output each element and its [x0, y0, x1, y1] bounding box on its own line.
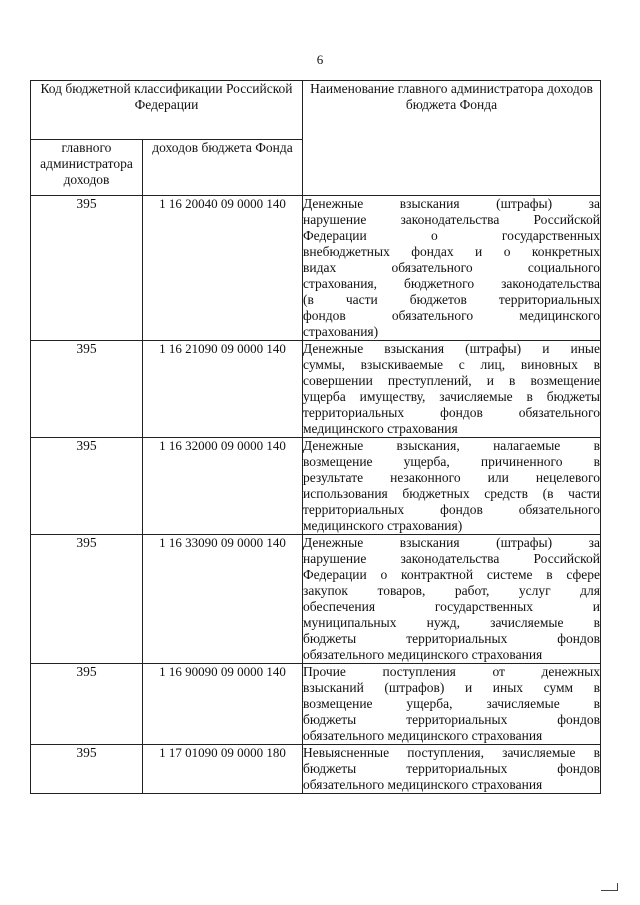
description-line: Невыясненные поступления, зачисляемые в	[303, 745, 600, 760]
description-line: нарушение законодательства Российской	[303, 551, 600, 566]
income-code-cell: 1 16 21090 09 0000 140	[143, 341, 303, 438]
table-row	[31, 341, 601, 438]
description-line: обязательного медицинского страхования	[303, 647, 543, 662]
corner-mark	[601, 883, 618, 891]
description-line: обязательного медицинского страхования	[303, 728, 543, 743]
description-line: Прочие поступления от денежных	[303, 664, 600, 679]
description-line: (в части бюджетов территориальных	[303, 292, 600, 307]
table-row	[31, 438, 601, 535]
admin-code-cell: 395	[31, 341, 143, 438]
admin-code-cell: 395	[31, 745, 143, 794]
description-line: медицинского страхования)	[303, 518, 463, 533]
description-cell	[303, 438, 601, 535]
description-line: возмещение ущерба, причиненного в	[303, 454, 600, 469]
description-line: обязательного медицинского страхования	[303, 777, 543, 792]
description-line: Федерации о государственных	[303, 228, 600, 243]
description-line: совершении преступлений, и в возмещение	[303, 373, 600, 388]
admin-code-cell: 395	[31, 535, 143, 664]
description-cell	[303, 341, 601, 438]
description-line: суммы, взыскиваемые с лиц, виновных в	[303, 357, 600, 372]
description-line: Денежные взыскания, налагаемые в	[303, 438, 600, 453]
table-row	[31, 664, 601, 745]
income-code-cell: 1 16 90090 09 0000 140	[143, 664, 303, 745]
description-line: обеспечения государственных и	[303, 599, 600, 614]
description-cell	[303, 196, 601, 341]
header-admin-column: главного администратора доходов	[31, 140, 143, 196]
description-line: внебюджетных фондах и о конкретных	[303, 244, 600, 259]
description-cell	[303, 664, 601, 745]
description-line: Денежные взыскания (штрафы) за	[303, 196, 600, 211]
description-line: использования бюджетных средств (в части	[303, 486, 600, 501]
description-cell	[303, 535, 601, 664]
description-line: медицинского страхования	[303, 421, 458, 436]
description-line: территориальных фондов обязательного	[303, 502, 600, 517]
description-line: Денежные взыскания (штрафы) за	[303, 535, 600, 550]
admin-code-cell: 395	[31, 664, 143, 745]
description-line: ущерба имуществу, зачисляемые в бюджеты	[303, 389, 600, 404]
income-code-cell: 1 16 20040 09 0000 140	[143, 196, 303, 341]
table-body	[31, 196, 601, 794]
income-code-cell: 1 17 01090 09 0000 180	[143, 745, 303, 794]
admin-code-cell: 395	[31, 438, 143, 535]
description-line: страхования)	[303, 324, 379, 339]
description-line: видах обязательного социального	[303, 260, 600, 275]
description-line: бюджеты территориальных фондов	[303, 712, 600, 727]
income-code-cell: 1 16 32000 09 0000 140	[143, 438, 303, 535]
table-row	[31, 745, 601, 794]
description-line: взысканий (штрафов) и иных сумм в	[303, 680, 600, 695]
table-row	[31, 535, 601, 664]
description-line: Денежные взыскания (штрафы) и иные	[303, 341, 600, 356]
income-code-cell: 1 16 33090 09 0000 140	[143, 535, 303, 664]
description-line: Федерации о контрактной системе в сфере	[303, 567, 600, 582]
header-group-title: Код бюджетной классификации Российской Федерации	[31, 81, 303, 140]
description-line: закупок товаров, работ, услуг для	[303, 583, 600, 598]
budget-classification-table	[30, 80, 601, 794]
description-line: результате незаконного или нецелевого	[303, 470, 600, 485]
description-line: возмещение ущерба, зачисляемые в	[303, 696, 600, 711]
admin-code-cell: 395	[31, 196, 143, 341]
description-line: территориальных фондов обязательного	[303, 405, 600, 420]
description-line: нарушение законодательства Российской	[303, 212, 600, 227]
page-number: 6	[316, 52, 324, 67]
header-name-column: Наименование главного администратора доходов бюджета Фонда	[303, 81, 601, 196]
description-line: муниципальных нужд, зачисляемые в	[303, 615, 600, 630]
description-line: бюджеты территориальных фондов	[303, 631, 600, 646]
description-line: страхования, бюджетного законодательства	[303, 276, 600, 291]
table-row	[31, 196, 601, 341]
description-cell	[303, 745, 601, 794]
description-line: бюджеты территориальных фондов	[303, 761, 600, 776]
description-line: фондов обязательного медицинского	[303, 308, 600, 323]
header-code-column: доходов бюджета Фонда	[143, 140, 303, 196]
